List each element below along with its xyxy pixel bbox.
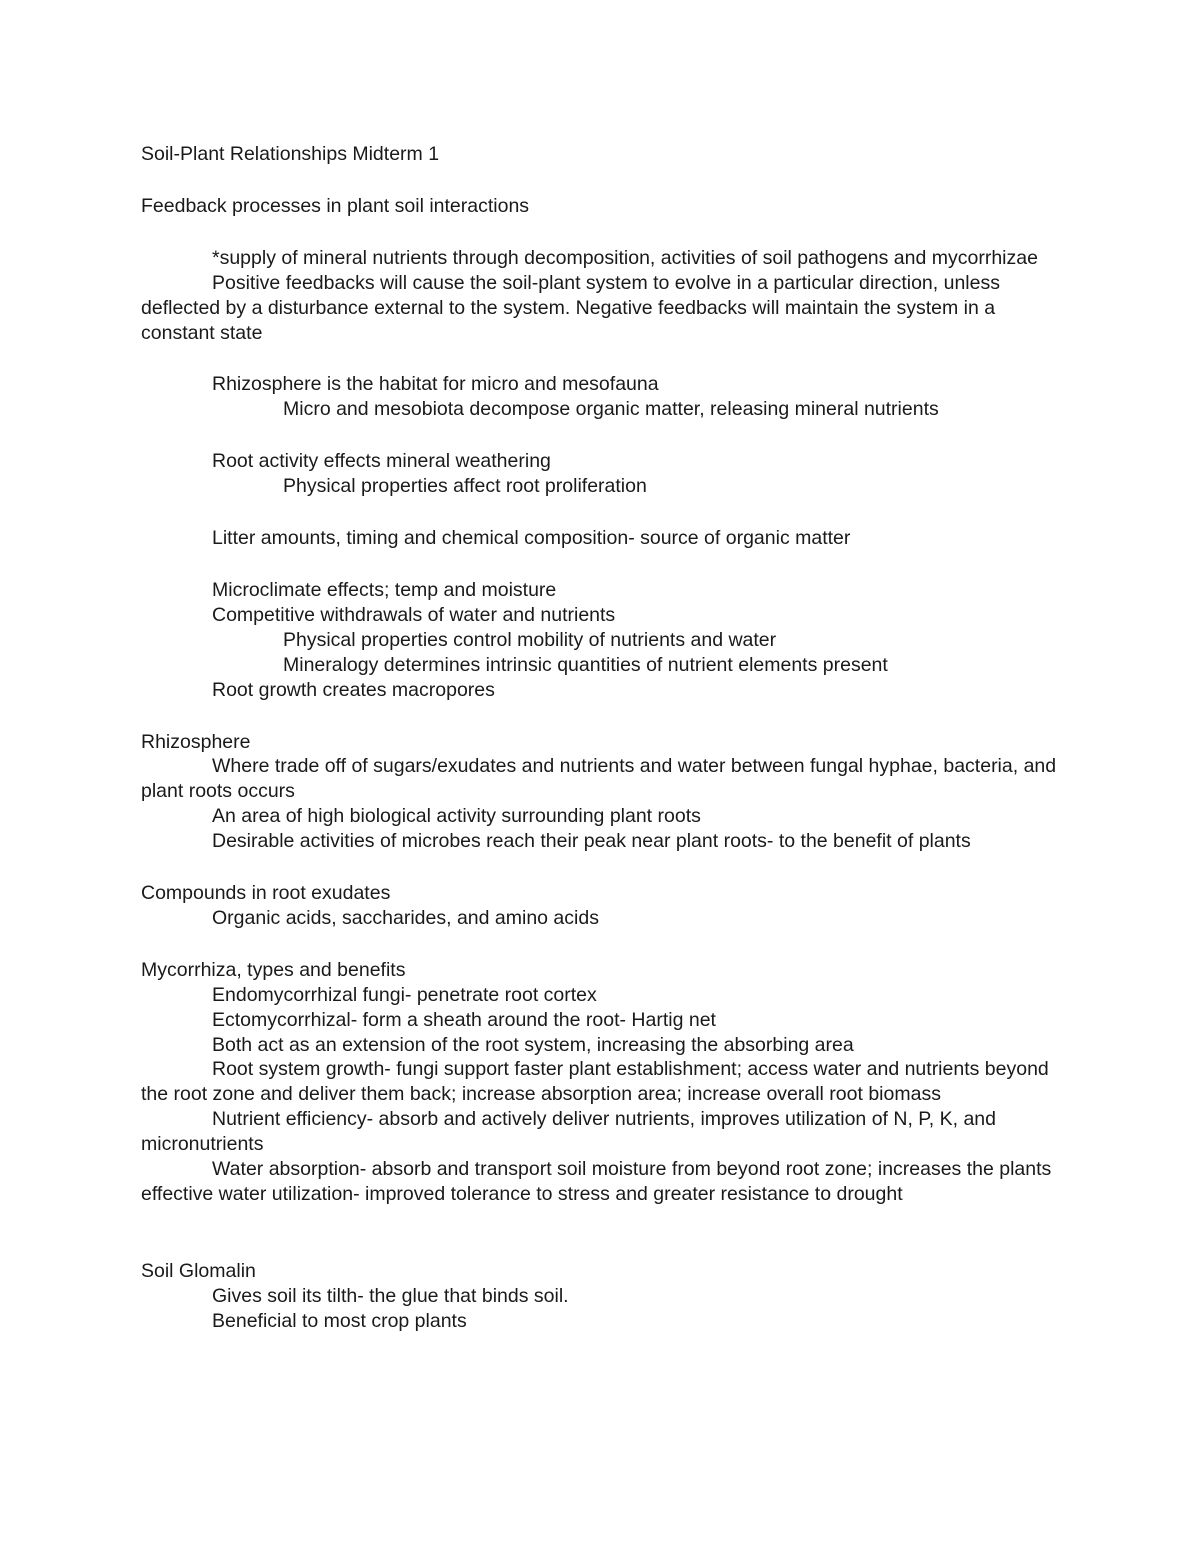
section-heading-feedback: Feedback processes in plant soil interactions xyxy=(141,194,530,217)
section-heading-compounds: Compounds in root exudates xyxy=(141,882,391,905)
subitem-physical-mobility: Physical properties control mobility of nutrients and water xyxy=(283,628,777,651)
paragraph-water-absorption: Water absorption- absorb and transport soil moisture from beyond root zone; increases the plants effective water utilization- improved tolerance to stress and greater resistance to drought xyxy=(141,1158,1052,1205)
document-body xyxy=(141,142,1061,1334)
paragraph-root-system-growth: Root system growth- fungi support faster plant establishment; access water and nutrients beyond the root zone and deliver them back; increase absorption area; increase overall root biomass xyxy=(141,1058,1049,1106)
item-root-activity: Root activity effects mineral weathering xyxy=(212,450,551,473)
item-microclimate: Microclimate effects; temp and moisture xyxy=(212,578,557,601)
paragraph-supply: *supply of mineral nutrients through decomposition, activities of soil pathogens and mycorrhizae xyxy=(212,246,1038,269)
item-area: An area of high biological activity surrounding plant roots xyxy=(212,805,701,828)
item-competitive: Competitive withdrawals of water and nutrients xyxy=(212,603,616,626)
item-beneficial: Beneficial to most crop plants xyxy=(212,1309,467,1332)
section-heading-mycorrhiza: Mycorrhiza, types and benefits xyxy=(141,958,406,981)
subitem-mineralogy: Mineralogy determines intrinsic quantities of nutrient elements present xyxy=(283,653,888,676)
section-heading-rhizosphere: Rhizosphere xyxy=(141,730,251,753)
item-rhizosphere-habitat: Rhizosphere is the habitat for micro and mesofauna xyxy=(212,373,659,396)
document-title: Soil-Plant Relationships Midterm 1 xyxy=(141,143,440,165)
item-both: Both act as an extension of the root system, increasing the absorbing area xyxy=(212,1033,854,1056)
item-ectomycorrhizal: Ectomycorrhizal- form a sheath around the root- Hartig net xyxy=(212,1008,716,1031)
section-heading-glomalin: Soil Glomalin xyxy=(141,1259,256,1282)
item-litter: Litter amounts, timing and chemical composition- source of organic matter xyxy=(212,527,851,550)
item-root-growth: Root growth creates macropores xyxy=(212,678,495,701)
paragraph-positive-feedback: Positive feedbacks will cause the soil-plant system to evolve in a particular direction, unless deflected by a disturbance external to the system. Negative feedbacks will maintain the system in a constant state xyxy=(141,271,1000,344)
item-tilth: Gives soil its tilth- the glue that binds soil. xyxy=(212,1284,569,1307)
subitem-micro-decompose: Micro and mesobiota decompose organic matter, releasing mineral nutrients xyxy=(283,398,939,421)
subitem-physical-root: Physical properties affect root proliferation xyxy=(283,475,647,498)
item-desirable: Desirable activities of microbes reach their peak near plant roots- to the benefit of plants xyxy=(212,830,971,853)
paragraph-trade: Where trade off of sugars/exudates and nutrients and water between fungal hyphae, bacteria, and plant roots occurs xyxy=(141,755,1057,803)
item-endomycorrhizal: Endomycorrhizal fungi- penetrate root cortex xyxy=(212,983,597,1006)
item-compounds: Organic acids, saccharides, and amino acids xyxy=(212,906,599,929)
paragraph-nutrient-efficiency: Nutrient efficiency- absorb and actively deliver nutrients, improves utilization of N, P, K, and micronutrients xyxy=(141,1108,996,1156)
